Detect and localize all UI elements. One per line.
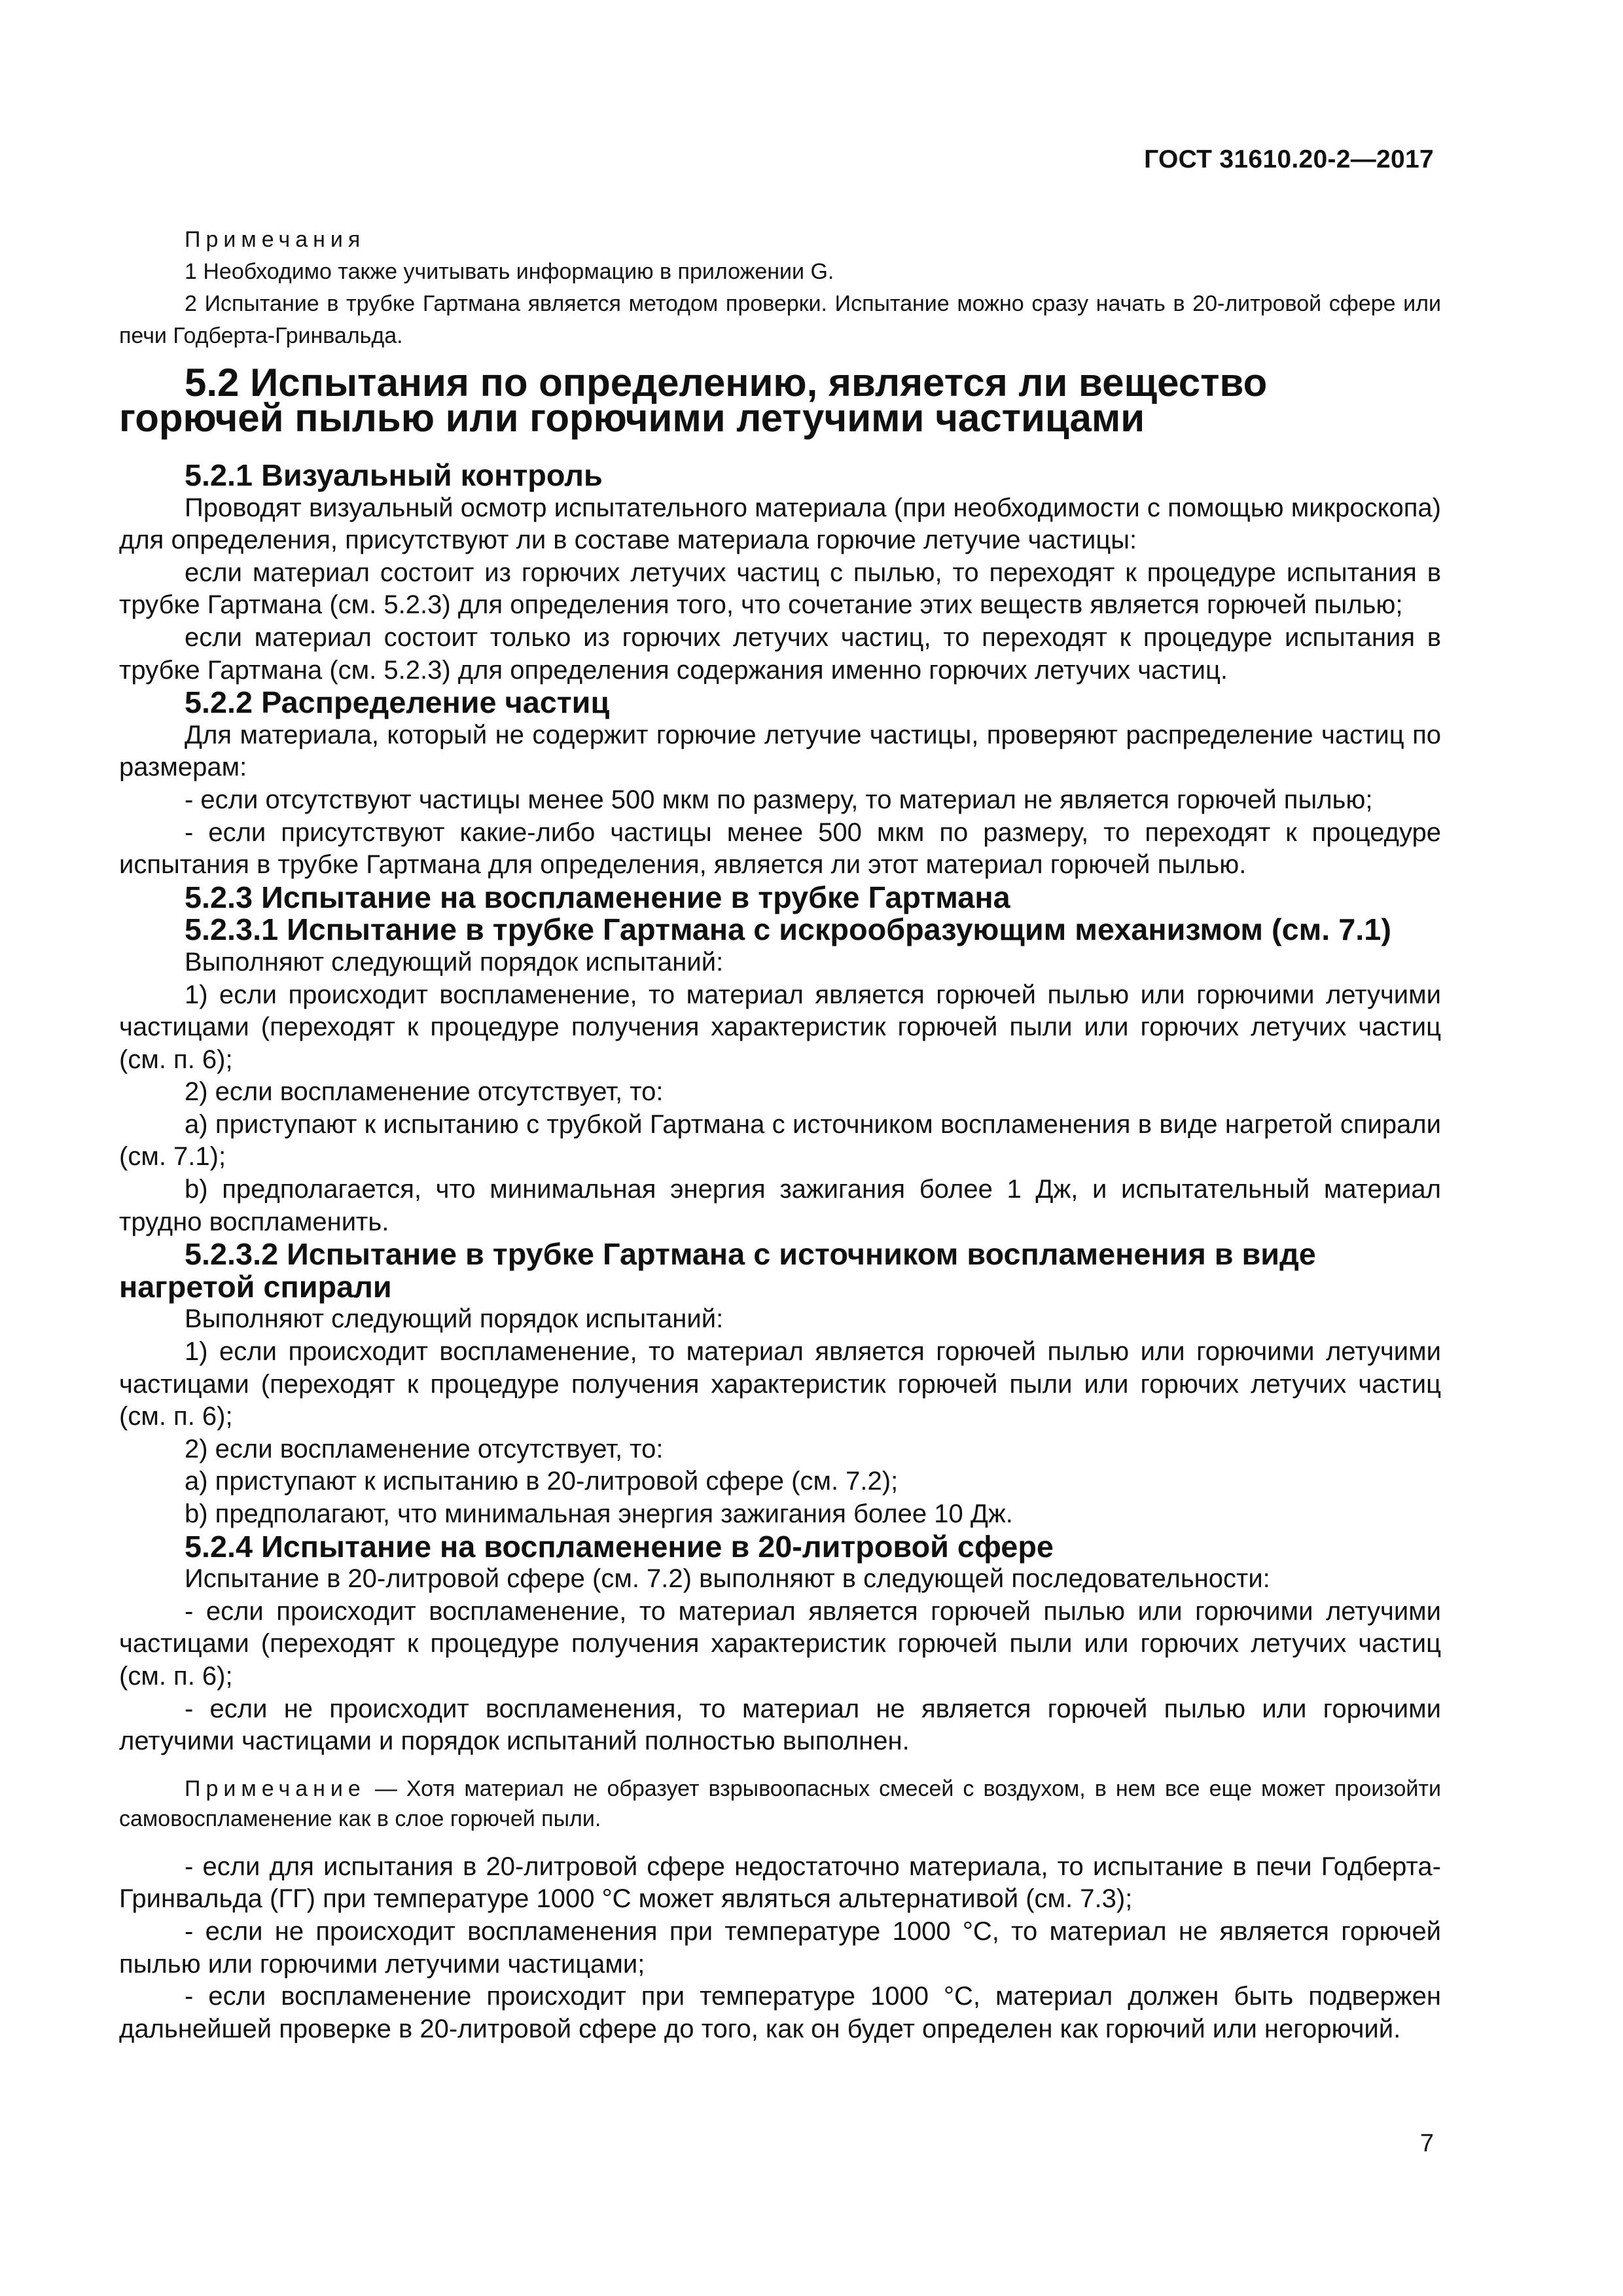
section-heading-5-2-1: 5.2.1 Визуальный контроль <box>185 458 603 492</box>
paragraph: если материал состоит только из горючих летучих частиц, то переходят к процедуре испытания в трубке Гартмана (см. 5.2.3) для определения содержания именно горючих летучих частиц. <box>119 622 1441 685</box>
section-heading-5-2-4: 5.2.4 Испытание на воспламенение в 20-литровой сфере <box>185 1529 1054 1564</box>
paragraph: Выполняют следующий порядок испытаний: <box>185 1304 724 1334</box>
list-item: a) приступают к испытанию с трубкой Гартмана с источником воспламенения в виде нагретой спирали (см. 7.1); <box>119 1109 1441 1172</box>
list-item: 1) если происходит воспламенение, то материал является горючей пылью или горючими летучими частицами (переходят к процедуре получения характеристик горючей пыли или горючих летучих частиц (см. п. 6); <box>119 1337 1441 1431</box>
list-item: - если не происходит воспламенения при температуре 1000 °С, то материал не является горючей пылью или горючими летучими частицами; <box>119 1916 1441 1979</box>
document-body <box>119 361 1441 2045</box>
list-item: - если происходит воспламенение, то материал является горючей пылью или горючими летучими частицами (переходят к процедуре получения характеристик горючей пыли или горючих летучих частиц (см. п. 6); <box>119 1596 1441 1691</box>
paragraph: Для материала, который не содержит горючие летучие частицы, проверяют распределение частиц по размерам: <box>119 720 1441 782</box>
list-item: b) предполагается, что минимальная энергия зажигания более 1 Дж, и испытательный материал трудно воспламенить. <box>119 1175 1441 1236</box>
section-heading-5-2: 5.2 Испытания по определению, является ли вещество горючей пылью или горючими летучими частицами <box>119 361 1268 440</box>
list-item: a) приступают к испытанию в 20-литровой сфере (см. 7.2); <box>185 1467 899 1496</box>
list-item: - если воспламенение происходит при температуре 1000 °С, материал должен быть подвержен дальнейшей проверке в 20-литровой сфере до того, как он будет определен как горючий или негорючий. <box>119 1982 1441 2043</box>
paragraph: если материал состоит из горючих летучих частиц с пылью, то переходят к процедуре испытания в трубке Гартмана (см. 5.2.3) для определения того, что сочетание этих веществ является горючей пылью; <box>119 558 1441 620</box>
list-item: - если для испытания в 20-литровой сфере недостаточно материала, то испытание в печи Годберта-Гринвальда (ГГ) при температуре 1000 °С может являться альтернативой (см. 7.3); <box>119 1852 1441 1914</box>
list-item: - если не происходит воспламенения, то материал не является горючей пылью или горючими летучими частицами и порядок испытаний полностью выполнен. <box>119 1694 1441 1756</box>
inline-note-label: Примечание <box>185 1776 366 1801</box>
note-item: 2 Испытание в трубке Гартмана является методом проверки. Испытание можно сразу начать в 20-литровой сфере или печи Годберта-Гринвальда. <box>119 291 1441 348</box>
list-item: - если отсутствуют частицы менее 500 мкм по размеру, то материал не является горючей пылью; <box>185 785 1373 814</box>
notes-title: Примечания <box>185 227 366 252</box>
list-item: 2) если воспламенение отсутствует, то: <box>185 1434 664 1463</box>
list-item: - если присутствуют какие-либо частицы менее 500 мкм по размеру, то переходят к процедуре испытания в трубке Гартмана для определения, является ли этот материал горючей пылью. <box>119 817 1441 880</box>
note-item: 1 Необходимо также учитывать информацию в приложении G. <box>185 259 834 284</box>
list-item: b) предполагают, что минимальная энергия зажигания более 10 Дж. <box>185 1499 1013 1528</box>
section-heading-5-2-3: 5.2.3 Испытание на воспламенение в трубке Гартмана <box>185 880 1010 914</box>
paragraph: Проводят визуальный осмотр испытательного материала (при необходимости с помощью микроскопа) для определения, присутствуют ли в составе материала горючие летучие частицы: <box>119 493 1441 555</box>
notes-block <box>119 224 1441 352</box>
document-header: ГОСТ 31610.20-2—2017 <box>1144 145 1434 173</box>
list-item: 1) если происходит воспламенение, то материал является горючей пылью или горючими летучими частицами (переходят к процедуре получения характеристик горючей пыли или горючих летучих частиц (см. п. 6); <box>119 980 1441 1074</box>
section-heading-5-2-3-1: 5.2.3.1 Испытание в трубке Гартмана с искрообразующим механизмом (см. 7.1) <box>185 912 1391 947</box>
section-heading-5-2-2: 5.2.2 Распределение частиц <box>185 685 610 720</box>
list-item: 2) если воспламенение отсутствует, то: <box>185 1077 664 1107</box>
paragraph: Выполняют следующий порядок испытаний: <box>185 947 724 977</box>
section-heading-5-2-3-2: 5.2.3.2 Испытание в трубке Гартмана с источником воспламенения в виде нагретой спирали <box>119 1237 1316 1304</box>
inline-note <box>119 1774 1441 1834</box>
page-number: 7 <box>1419 2130 1434 2157</box>
paragraph: Испытание в 20-литровой сфере (см. 7.2) выполняют в следующей последовательности: <box>185 1564 1270 1594</box>
inline-note-text: — Хотя материал не образует взрывоопасных смесей с воздухом, в нем все еще может произойти самовоспламенение как в слое горючей пыли. <box>119 1776 1441 1831</box>
